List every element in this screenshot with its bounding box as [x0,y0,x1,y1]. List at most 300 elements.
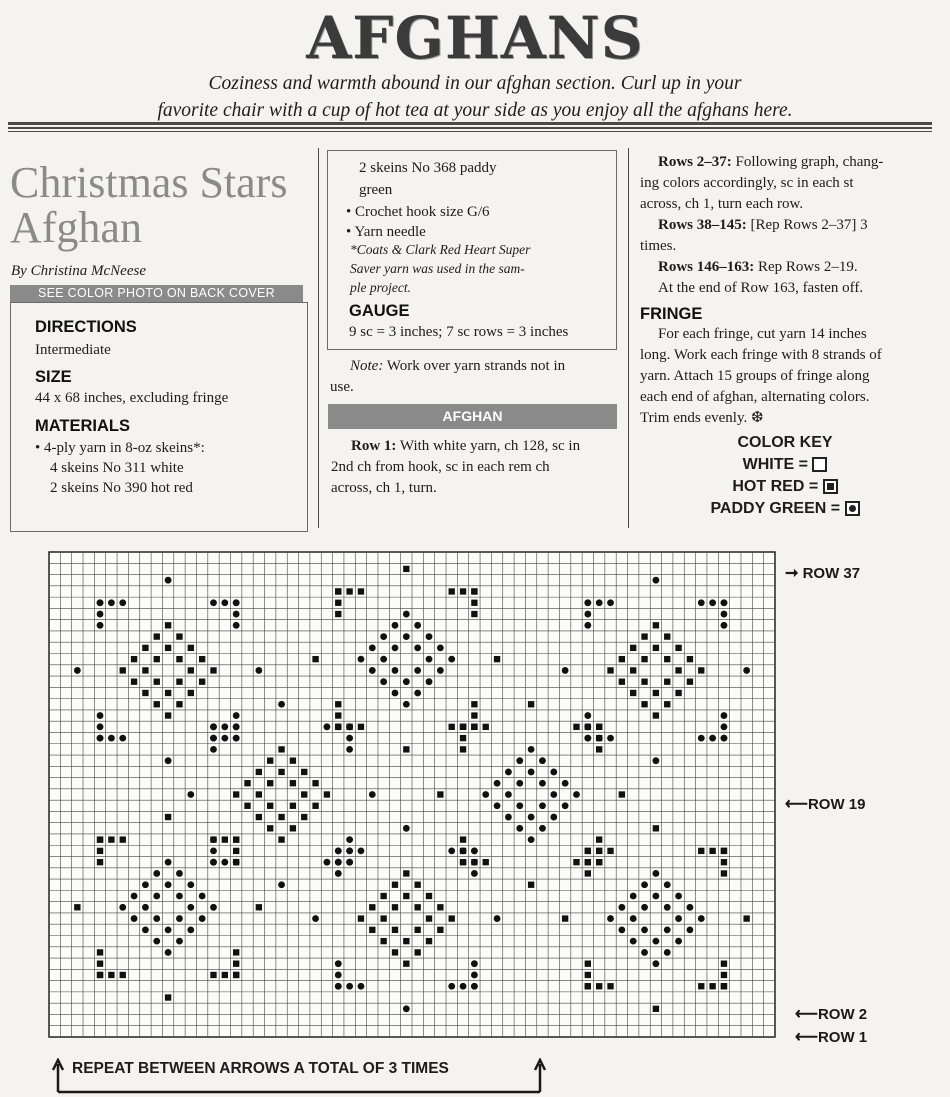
red-stitch [721,870,727,876]
green-stitch [403,825,410,832]
directions-text: Intermediate [35,342,111,358]
green-stitch [335,723,342,730]
red-stitch [585,983,591,989]
red-stitch [335,611,341,617]
green-stitch [460,983,467,990]
green-stitch [471,983,478,990]
red-stitch [528,882,534,888]
green-stitch [210,746,217,753]
red-stitch [449,588,455,594]
green-stitch [221,859,228,866]
red-stitch [653,825,659,831]
materials-heading: MATERIALS [35,417,131,435]
red-stitch [301,791,307,797]
green-stitch [698,915,705,922]
red-stitch [573,724,579,730]
green-stitch [233,723,240,730]
gauge-text: 9 sc = 3 inches; 7 sc rows = 3 inches [349,324,569,340]
section-intro [0,70,950,124]
green-stitch [664,949,671,956]
red-stitch [335,588,341,594]
green-stitch [550,769,557,776]
red-stitch [653,1006,659,1012]
red-stitch [278,836,284,842]
red-stitch [721,983,727,989]
green-stitch [539,780,546,787]
green-stitch [97,723,104,730]
red-stitch [471,611,477,617]
green-stitch [221,599,228,606]
red-stitch [483,724,489,730]
red-stitch [698,848,704,854]
green-stitch [618,926,625,933]
color-key-heading: COLOR KEY [737,434,833,451]
red-stitch [414,927,420,933]
red-stitch [585,961,591,967]
green-stitch [437,667,444,674]
red-stitch [607,848,613,854]
green-stitch [414,644,421,651]
red-stitch [165,645,171,651]
color-key-green: PADDY GREEN = [640,498,930,520]
green-stitch [210,599,217,606]
red-stitch [619,791,625,797]
red-stitch [471,859,477,865]
red-stitch [437,927,443,933]
red-stitch [698,983,704,989]
green-stitch [584,611,591,618]
green-stitch [709,735,716,742]
red-stitch [721,848,727,854]
green-stitch [278,701,285,708]
green-stitch [346,836,353,843]
green-stitch [153,938,160,945]
row1-instructions: Row 1: With white yarn, ch 128, sc in 2nd ch from hook, sc in each rem ch across, ch 1, turn. [331,438,581,496]
green-stitch [210,859,217,866]
green-stitch [528,836,535,843]
red-stitch [256,791,262,797]
red-stitch [709,848,715,854]
red-stitch [528,701,534,707]
red-stitch [222,836,228,842]
red-stitch [596,746,602,752]
green-stitch [142,926,149,933]
green-stitch [596,599,603,606]
green-stitch [652,577,659,584]
red-stitch [460,859,466,865]
red-stitch [403,938,409,944]
red-stitch [585,870,591,876]
red-stitch [460,724,466,730]
red-stitch [596,983,602,989]
materials-footnote: *Coats & Clark Red Heart Super Saver yarn was used in the sam- ple project. [350,242,531,295]
green-stitch [607,599,614,606]
green-stitch [335,870,342,877]
red-stitch [154,633,160,639]
green-stitch [380,633,387,640]
red-stitch [244,803,250,809]
green-stitch [721,622,728,629]
red-stitch [154,679,160,685]
red-stitch [607,983,613,989]
green-stitch [97,599,104,606]
red-stitch [709,983,715,989]
green-stitch [335,960,342,967]
green-stitch [426,633,433,640]
red-stitch [154,656,160,662]
red-stitch [233,836,239,842]
red-stitch [335,600,341,606]
green-stitch [369,791,376,798]
red-stitch [460,588,466,594]
green-stitch [494,915,501,922]
green-stitch [721,611,728,618]
green-stitch [721,712,728,719]
green-stitch [131,893,138,900]
green-stitch [221,723,228,730]
green-stitch [108,735,115,742]
green-stitch [721,723,728,730]
red-stitch [664,656,670,662]
green-stitch [448,656,455,663]
green-stitch [664,881,671,888]
red-stitch [494,656,500,662]
red-stitch [131,679,137,685]
green-stitch [187,791,194,798]
green-stitch [176,915,183,922]
green-stitch [210,723,217,730]
red-stitch [392,904,398,910]
red-stitch [278,746,284,752]
directions-heading: DIRECTIONS [35,318,137,336]
red-stitch [199,656,205,662]
red-stitch [630,667,636,673]
green-stitch [403,678,410,685]
red-stitch [426,938,432,944]
red-stitch [664,633,670,639]
red-stitch [721,859,727,865]
red-stitch [392,927,398,933]
green-stitch [380,678,387,685]
red-stitch [312,656,318,662]
green-stitch [539,802,546,809]
red-stitch [335,712,341,718]
red-stitch [346,588,352,594]
red-stitch [358,588,364,594]
materials-item: • 4-ply yarn in 8-oz skeins*: [35,440,205,456]
green-stitch [562,780,569,787]
red-stitch [120,836,126,842]
green-stitch [380,656,387,663]
byline: By Christina McNeese [11,263,146,279]
red-stitch [210,972,216,978]
green-stitch [573,791,580,798]
red-stitch [641,656,647,662]
red-stitch [675,690,681,696]
green-stitch [233,622,240,629]
green-stitch [358,983,365,990]
green-stitch [675,938,682,945]
green-stitch [346,983,353,990]
red-stitch [641,701,647,707]
green-stitch [165,859,172,866]
red-stitch [97,949,103,955]
green-stitch [528,746,535,753]
green-stitch [403,701,410,708]
green-stitch [324,859,331,866]
red-stitch [653,645,659,651]
materials-item: 2 skeins No 390 hot red [50,480,193,496]
green-stitch [165,577,172,584]
row1-label: ⟵ROW 1 [795,1029,868,1046]
green-stitch [131,915,138,922]
green-stitch [687,904,694,911]
red-stitch [267,758,273,764]
color-key [640,432,930,520]
green-stitch [233,611,240,618]
green-stitch [698,735,705,742]
red-square-icon [823,479,838,494]
red-stitch [165,712,171,718]
green-stitch [187,926,194,933]
green-stitch [516,825,523,832]
green-stitch [153,893,160,900]
green-stitch [210,904,217,911]
rows-instructions: Rows 2–37: Following graph, chang- ing colors accordingly, sc in each st across, ch 1, turn each row. Rows 38–145: [Rep Rows 2–37] 3 times. Rows 146–163: Rep Rows 2–19. At the end of Row 163, fasten off. [640,154,884,296]
green-stitch [630,893,637,900]
green-stitch [165,881,172,888]
red-stitch [97,961,103,967]
green-stitch [607,915,614,922]
green-stitch [664,926,671,933]
green-stitch [403,1005,410,1012]
red-stitch [687,656,693,662]
red-stitch [653,712,659,718]
green-stitch [369,667,376,674]
green-stitch [210,847,217,854]
color-key-red: HOT RED = [640,476,930,498]
red-stitch [437,791,443,797]
green-stitch [346,735,353,742]
green-stitch [528,814,535,821]
red-stitch [585,724,591,730]
red-stitch [585,848,591,854]
red-stitch [233,791,239,797]
red-stitch [619,679,625,685]
green-stitch [414,622,421,629]
row19-label: ⟵ROW 19 [785,796,866,813]
red-stitch [267,803,273,809]
green-stitch [471,847,478,854]
green-stitch [233,712,240,719]
green-stitch [346,746,353,753]
column-divider [318,148,319,528]
red-stitch [176,701,182,707]
red-stitch [403,893,409,899]
green-stitch [641,881,648,888]
red-stitch [687,679,693,685]
green-stitch [618,904,625,911]
materials-item: 4 skeins No 311 white [50,460,184,476]
green-stitch [210,836,217,843]
header-rule [8,131,932,132]
green-stitch [448,983,455,990]
green-stitch [426,656,433,663]
red-stitch [233,961,239,967]
green-stitch [403,611,410,618]
green-stitch [335,859,342,866]
red-stitch [324,791,330,797]
green-stitch [709,599,716,606]
green-stitch [641,904,648,911]
repeat-label: REPEAT BETWEEN ARROWS A TOTAL OF 3 TIMES [72,1060,449,1077]
green-stitch [494,802,501,809]
red-stitch [471,600,477,606]
green-stitch [562,667,569,674]
green-stitch [119,904,126,911]
green-stitch [687,926,694,933]
red-stitch [641,679,647,685]
red-stitch [675,667,681,673]
header-rule [8,127,932,129]
green-stitch [414,690,421,697]
green-stitch [743,667,750,674]
green-stitch [448,847,455,854]
green-stitch [721,599,728,606]
red-stitch [278,814,284,820]
red-stitch [471,701,477,707]
green-stitch [721,735,728,742]
red-stitch [675,645,681,651]
red-stitch [596,735,602,741]
red-stitch [471,724,477,730]
size-text: 44 x 68 inches, excluding fringe [35,390,229,406]
green-stitch [562,802,569,809]
green-stitch [312,915,319,922]
red-stitch [233,848,239,854]
green-stitch [97,712,104,719]
afghan-banner: AFGHAN [328,404,617,429]
green-stitch [335,983,342,990]
red-stitch [460,848,466,854]
green-stitch [199,915,206,922]
red-stitch [403,870,409,876]
red-stitch [380,893,386,899]
red-stitch [596,848,602,854]
red-stitch [483,859,489,865]
green-stitch [74,667,81,674]
green-stitch [392,622,399,629]
red-stitch [721,972,727,978]
red-stitch [335,701,341,707]
green-stitch [392,667,399,674]
red-stitch [698,667,704,673]
red-stitch [233,972,239,978]
green-stitch [119,735,126,742]
green-stitch [494,780,501,787]
red-stitch [165,994,171,1000]
red-stitch [97,836,103,842]
red-stitch [256,814,262,820]
red-stitch [176,679,182,685]
red-stitch [290,803,296,809]
green-stitch [607,735,614,742]
red-stitch [653,622,659,628]
materials-item: 2 skeins No 368 paddy [359,160,497,176]
red-stitch [312,803,318,809]
red-stitch [233,949,239,955]
green-stitch [97,735,104,742]
green-stitch [392,690,399,697]
red-stitch [653,690,659,696]
red-stitch [108,836,114,842]
red-stitch [403,746,409,752]
white-swatch-icon [812,457,827,472]
green-stitch [426,678,433,685]
green-stitch [505,791,512,798]
green-stitch [516,802,523,809]
green-stitch [165,926,172,933]
red-stitch [97,972,103,978]
green-stitch [369,644,376,651]
green-stitch [199,893,206,900]
red-stitch [358,915,364,921]
green-stitch [97,622,104,629]
photo-note-banner: SEE COLOR PHOTO ON BACK COVER [10,285,303,302]
green-dot-icon [845,501,860,516]
green-stitch [358,847,365,854]
pattern-title: Christmas Stars Afghan [10,158,288,252]
red-stitch [607,667,613,673]
red-stitch [664,679,670,685]
green-stitch [539,757,546,764]
red-stitch [222,972,228,978]
red-stitch [108,972,114,978]
red-stitch [256,904,262,910]
red-stitch [743,915,749,921]
red-stitch [471,712,477,718]
red-stitch [437,904,443,910]
green-stitch [550,814,557,821]
red-stitch [664,701,670,707]
red-stitch [188,645,194,651]
green-stitch [414,667,421,674]
red-stitch [585,859,591,865]
size-heading: SIZE [35,368,72,386]
red-stitch [369,927,375,933]
red-stitch [154,701,160,707]
crochet-graph [48,551,776,1038]
green-stitch [187,904,194,911]
green-stitch [652,938,659,945]
green-stitch [584,599,591,606]
red-stitch [641,633,647,639]
red-stitch [188,667,194,673]
red-stitch [460,746,466,752]
green-stitch [358,656,365,663]
red-stitch [392,949,398,955]
red-stitch [97,859,103,865]
red-stitch [210,667,216,673]
green-stitch [119,599,126,606]
red-stitch [165,814,171,820]
red-stitch [142,645,148,651]
green-stitch [165,757,172,764]
green-stitch [233,859,240,866]
column-divider [628,148,629,528]
fringe-heading: FRINGE [640,305,703,323]
green-stitch [346,847,353,854]
